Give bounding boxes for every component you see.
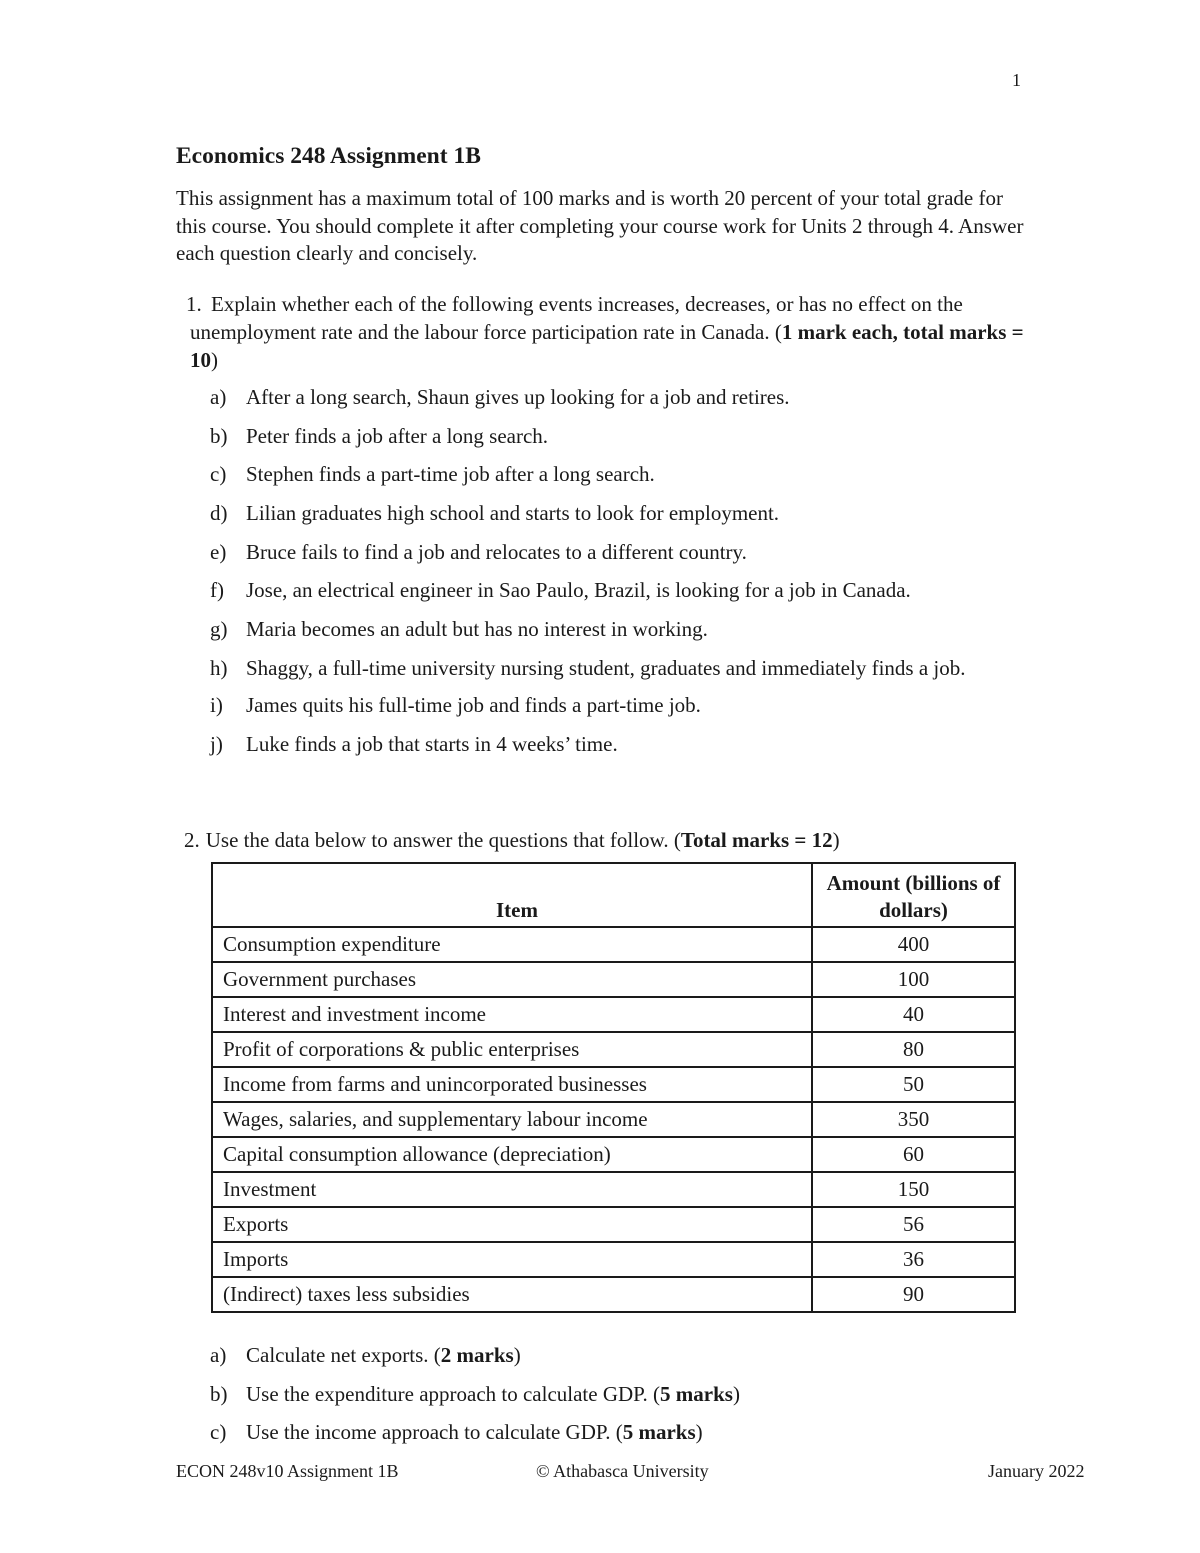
data-table	[211, 862, 1016, 1313]
list-item-letter: g)	[210, 617, 228, 642]
table-cell-item: Wages, salaries, and supplementary labour income	[212, 1102, 812, 1137]
table-row	[212, 1242, 1015, 1277]
list-item-text: After a long search, Shaun gives up looking for a job and retires.	[246, 385, 790, 409]
list-item-letter: a)	[210, 1343, 227, 1367]
list-item	[210, 1380, 1030, 1408]
list-item	[210, 538, 1030, 566]
list-item-text: Calculate net exports. (	[246, 1343, 441, 1367]
list-item-letter: i)	[210, 692, 223, 717]
table-row	[212, 1102, 1015, 1137]
list-item-letter: a)	[210, 385, 227, 409]
table-cell-item: (Indirect) taxes less subsidies	[212, 1277, 812, 1312]
table-cell-item: Profit of corporations & public enterprises	[212, 1032, 812, 1067]
list-item-letter: j)	[210, 731, 223, 756]
list-item-text: Shaggy, a full-time university nursing student, graduates and immediately finds a job.	[246, 655, 966, 680]
question-2-list	[210, 1341, 1030, 1457]
question-1-number: 1.	[186, 292, 202, 316]
table-row	[212, 927, 1015, 962]
list-item-letter: c)	[210, 462, 227, 487]
list-item-text: Use the expenditure approach to calculate GDP. (	[246, 1381, 661, 1406]
list-item-letter: c)	[210, 1420, 227, 1445]
list-item-letter: f)	[210, 578, 224, 603]
list-item-text: Jose, an electrical engineer in Sao Paulo, Brazil, is looking for a job in Canada.	[246, 578, 911, 603]
footer-course: ECON 248v10 Assignment 1B	[176, 1461, 399, 1481]
table-row	[212, 1277, 1015, 1312]
table-cell-amount: 56	[812, 1207, 1015, 1242]
table-cell-amount: 50	[812, 1067, 1015, 1102]
page-title: Economics 248 Assignment 1B	[176, 143, 481, 169]
table-cell-amount: 36	[812, 1242, 1015, 1277]
table-cell-amount: 350	[812, 1102, 1015, 1137]
table-cell-item: Interest and investment income	[212, 997, 812, 1032]
list-item-marks: 5 marks	[622, 1420, 696, 1445]
column-header-amount: Amount (billions of dollars)	[812, 863, 1015, 927]
table-row	[212, 1067, 1015, 1102]
list-item	[210, 730, 1030, 758]
table-row	[212, 997, 1015, 1032]
table-row	[212, 1207, 1015, 1242]
list-item	[210, 576, 1030, 604]
list-item	[210, 654, 1030, 682]
table-cell-item: Exports	[212, 1207, 812, 1242]
list-item-letter: e)	[210, 539, 227, 564]
table-cell-amount: 40	[812, 997, 1015, 1032]
list-item-text: Luke finds a job that starts in 4 weeks’ time.	[246, 731, 618, 756]
table-header-row	[212, 863, 1015, 927]
table-row	[212, 1172, 1015, 1207]
table-cell-amount: 150	[812, 1172, 1015, 1207]
table-cell-item: Capital consumption allowance (depreciation)	[212, 1137, 812, 1172]
question-2-close: )	[832, 828, 840, 852]
question-2	[184, 826, 840, 854]
table-cell-item: Imports	[212, 1242, 812, 1277]
question-1	[186, 290, 1040, 374]
table-cell-amount: 100	[812, 962, 1015, 997]
list-item-text: Use the income approach to calculate GDP. (	[246, 1420, 623, 1445]
list-item-marks: 5 marks	[660, 1381, 733, 1406]
question-2-text: Use the data below to answer the questions that follow. (	[205, 828, 681, 852]
list-item-text: James quits his full-time job and finds a part-time job.	[246, 692, 701, 717]
list-item	[210, 383, 1030, 411]
intro-paragraph: This assignment has a maximum total of 100 marks and is worth 20 percent of your total grade for this course. You should complete it after completing your course work for Units 2 through 4. Answer each question clearly and concisely.	[176, 186, 1024, 265]
question-1-marks: 1 mark each, total marks = 10	[190, 320, 1024, 372]
list-item	[210, 460, 1030, 488]
list-item-text: Peter finds a job after a long search.	[246, 423, 549, 448]
question-1-close: )	[211, 348, 218, 372]
list-item-letter: b)	[210, 1381, 228, 1406]
footer-copyright: © Athabasca University	[536, 1461, 709, 1481]
list-item-letter: b)	[210, 423, 228, 448]
page-number: 1	[1012, 70, 1021, 90]
table-row	[212, 1032, 1015, 1067]
table-row	[212, 1137, 1015, 1172]
list-item-text: Maria becomes an adult but has no interest in working.	[246, 617, 708, 642]
question-1-text: Explain whether each of the following events increases, decreases, or has no effect on the unemployment rate and the labour force participation rate in Canada. (	[190, 292, 963, 344]
list-item-close: )	[513, 1343, 521, 1367]
list-item	[210, 499, 1030, 527]
list-item	[210, 1418, 1030, 1446]
list-item	[210, 691, 1030, 719]
list-item-letter: h)	[210, 655, 228, 680]
question-1-list	[210, 383, 1030, 768]
table-cell-item: Government purchases	[212, 962, 812, 997]
table-cell-amount: 400	[812, 927, 1015, 962]
list-item-close: )	[695, 1420, 703, 1445]
list-item-text: Lilian graduates high school and starts to look for employment.	[246, 501, 780, 526]
list-item	[210, 615, 1030, 643]
table-cell-item: Income from farms and unincorporated businesses	[212, 1067, 812, 1102]
footer-date: January 2022	[988, 1461, 1085, 1481]
table-cell-amount: 90	[812, 1277, 1015, 1312]
table-cell-item: Investment	[212, 1172, 812, 1207]
list-item	[210, 1341, 1030, 1369]
table-cell-amount: 60	[812, 1137, 1015, 1172]
list-item-close: )	[732, 1381, 740, 1406]
table-cell-amount: 80	[812, 1032, 1015, 1067]
list-item	[210, 422, 1030, 450]
question-2-marks: Total marks = 12	[680, 828, 833, 852]
list-item-letter: d)	[210, 501, 228, 526]
question-2-number: 2.	[184, 828, 200, 852]
table-cell-item: Consumption expenditure	[212, 927, 812, 962]
column-header-item: Item	[212, 863, 812, 927]
list-item-text: Stephen finds a part-time job after a long search.	[246, 462, 655, 487]
list-item-marks: 2 marks	[440, 1343, 514, 1367]
list-item-text: Bruce fails to find a job and relocates to a different country.	[246, 539, 747, 564]
table-row	[212, 962, 1015, 997]
